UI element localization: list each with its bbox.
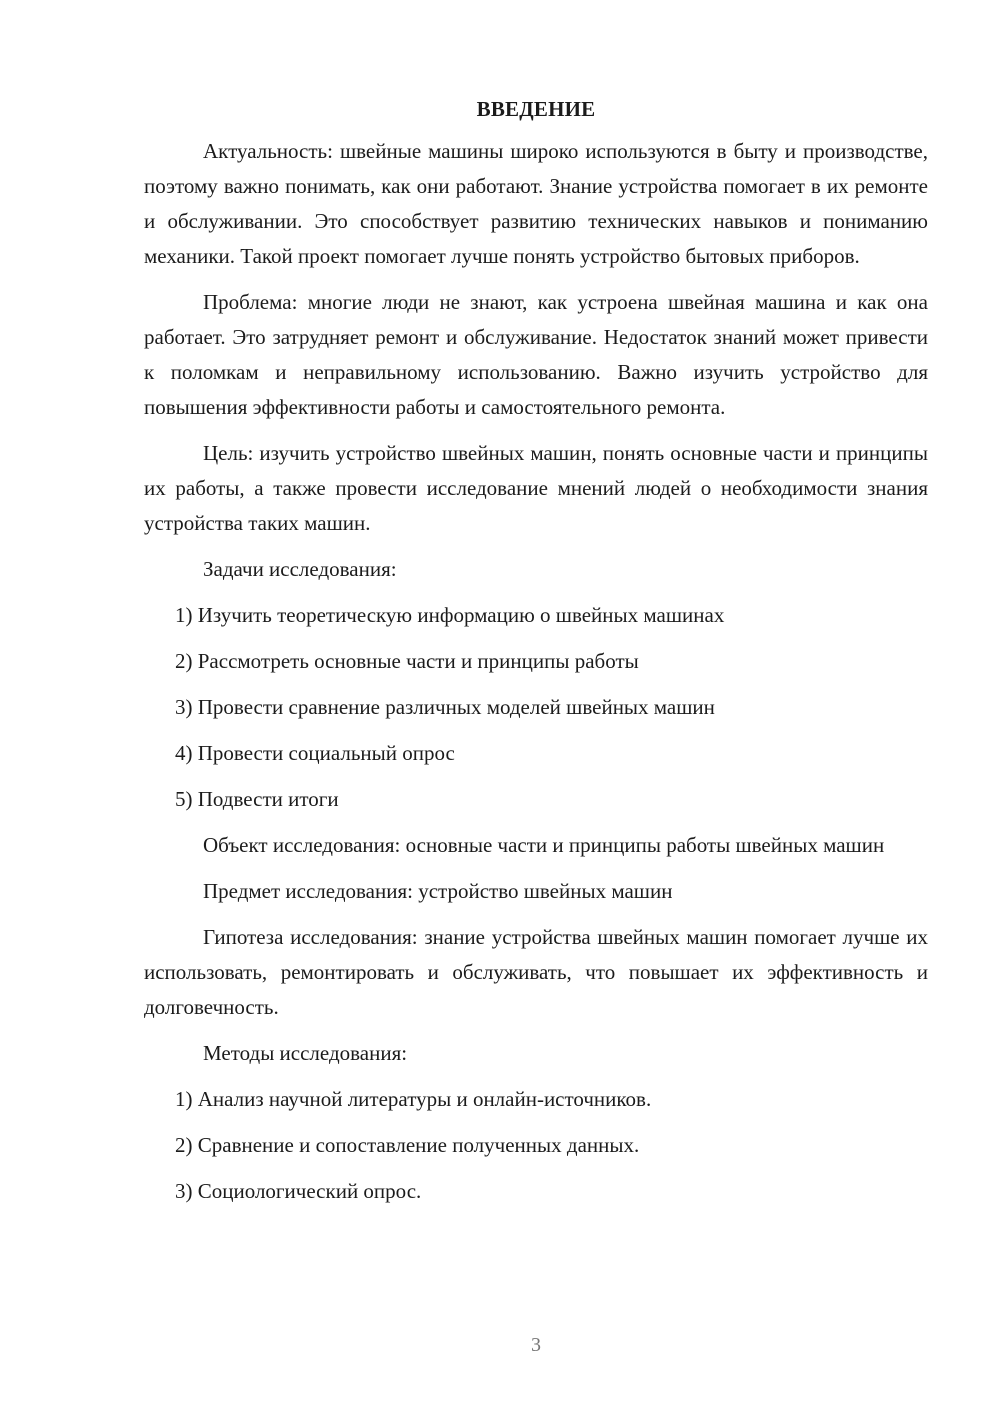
task-item: 3) Провести сравнение различных моделей швейных машин [175, 695, 715, 719]
page-content [144, 96, 928, 1220]
task-item: 5) Подвести итоги [175, 787, 339, 811]
method-item: 1) Анализ научной литературы и онлайн-источников. [175, 1087, 652, 1111]
methods-label: Методы исследования: [203, 1041, 408, 1065]
subject-line: Предмет исследования: устройство швейных машин [203, 879, 673, 903]
method-item: 3) Социологический опрос. [175, 1179, 422, 1203]
section-heading: ВВЕДЕНИЕ [476, 97, 596, 121]
hypothesis-paragraph: Гипотеза исследования: знание устройства швейных машин помогает лучше их использовать, ремонтировать и обслуживать, что повышает их эффективность и долговечность. [144, 925, 928, 1019]
page-number: 3 [531, 1334, 541, 1356]
task-item: 2) Рассмотреть основные части и принципы работы [175, 649, 639, 673]
problem-paragraph: Проблема: многие люди не знают, как устроена швейная машина и как она работает. Это затрудняет ремонт и обслуживание. Недостаток знаний может привести к поломкам и неправильному использованию. Важно изучить устройство для повышения эффективности работы и самостоятельного ремонта. [144, 290, 928, 419]
tasks-label: Задачи исследования: [203, 557, 397, 581]
task-item: 4) Провести социальный опрос [175, 741, 455, 765]
object-paragraph: Объект исследования: основные части и принципы работы швейных машин [203, 833, 885, 857]
relevance-paragraph: Актуальность: швейные машины широко используются в быту и производстве, поэтому важно понимать, как они работают. Знание устройства помогает в их ремонте и обслуживании. Это способствует развитию технических навыков и пониманию механики. Такой проект помогает лучше понять устройство бытовых приборов. [144, 139, 928, 268]
task-item: 1) Изучить теоретическую информацию о швейных машинах [175, 603, 725, 627]
goal-paragraph: Цель: изучить устройство швейных машин, понять основные части и принципы их работы, а также провести исследование мнений людей о необходимости знания устройства таких машин. [144, 441, 928, 535]
method-item: 2) Сравнение и сопоставление полученных данных. [175, 1133, 640, 1157]
